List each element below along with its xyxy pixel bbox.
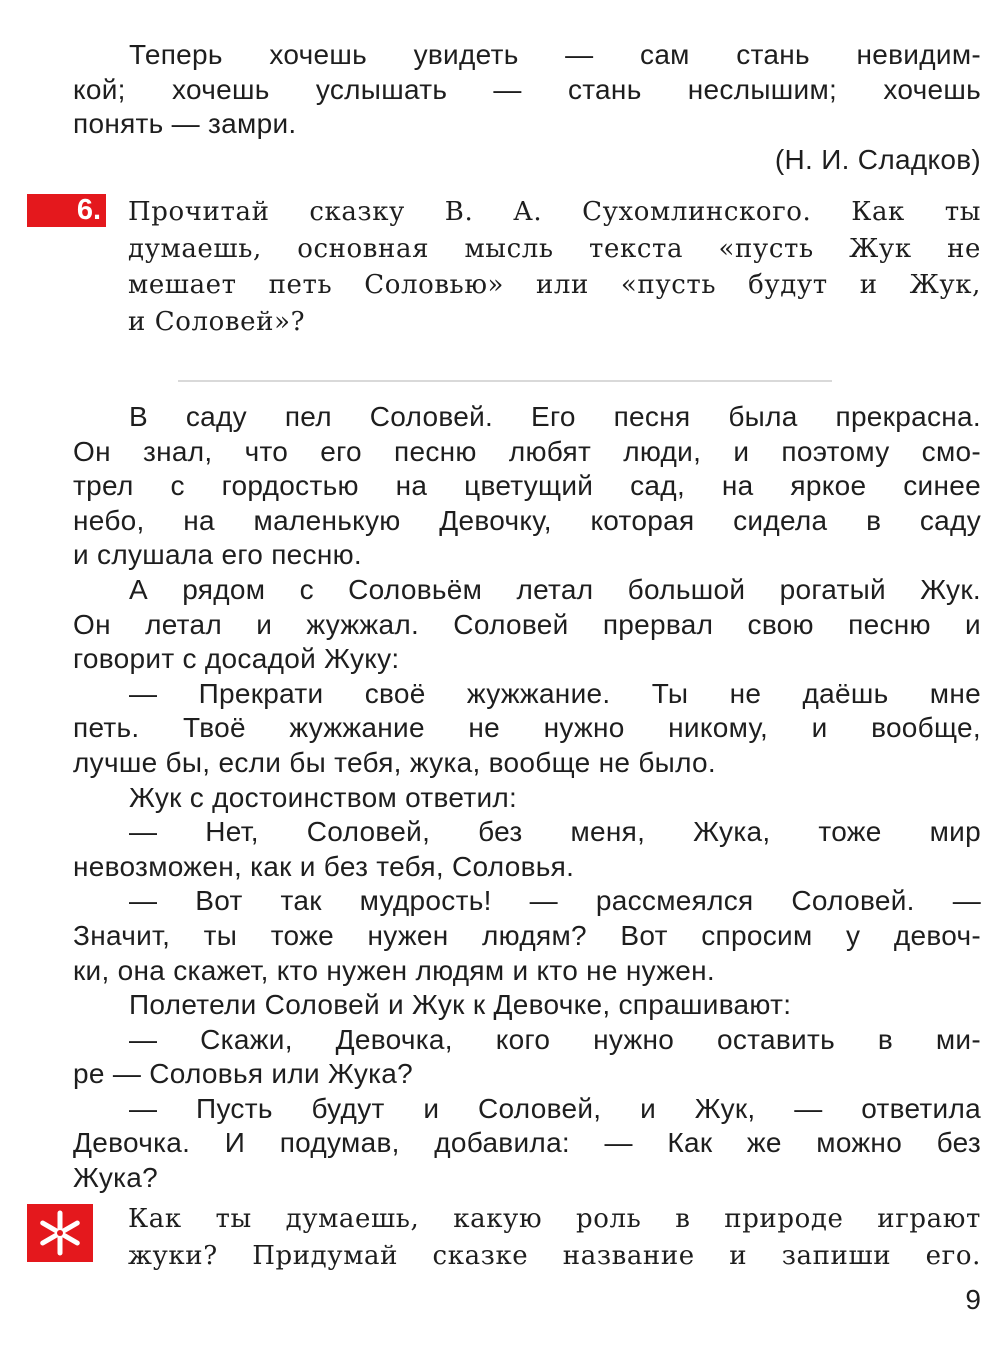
story-line: небо, на маленькую Девочку, которая сидела в саду bbox=[73, 504, 981, 536]
story-line: Он летал и жужжал. Соловей прервал свою песню и bbox=[73, 608, 981, 640]
task-line: Прочитай сказку В. А. Сухомлинского. Как ты bbox=[128, 197, 981, 227]
divider bbox=[178, 380, 832, 382]
story-line: Девочка. И подумав, добавила: — Как же можно без bbox=[73, 1127, 981, 1159]
intro-quote bbox=[73, 38, 981, 142]
story-line: Значит, ты тоже нужен людям? Вот спросим у девоч- bbox=[73, 919, 981, 951]
story-line: Жука? bbox=[73, 1162, 159, 1194]
story-line: В саду пел Соловей. Его песня была прекрасна. bbox=[129, 401, 981, 432]
task-line: мешает петь Соловью» или «пусть будут и Жук, bbox=[128, 270, 981, 300]
story-text bbox=[73, 400, 981, 1196]
story-line: Полетели Соловей и Жук к Девочке, спрашивают: bbox=[129, 989, 792, 1021]
intro-line: кой; хочешь услышать — стань неслышим; хочешь bbox=[73, 73, 981, 105]
story-line: петь. Твоё жужжание не нужно никому, и вообще, bbox=[73, 712, 981, 744]
task-line: думаешь, основная мысль текста «пусть Жук не bbox=[128, 233, 981, 264]
intro-line: понять — замри. bbox=[73, 108, 297, 140]
story-line: Он знал, что его песню любят люди, и поэтому смо- bbox=[73, 435, 981, 467]
story-line: ки, она скажет, кто нужен людям и кто не нужен. bbox=[73, 954, 716, 986]
story-line: — Прекрати своё жужжание. Ты не даёшь мне bbox=[129, 677, 981, 709]
quote-author: (Н. И. Сладков) bbox=[774, 144, 981, 175]
task-6-text bbox=[128, 194, 981, 340]
story-line: ре — Соловья или Жука? bbox=[73, 1058, 414, 1090]
story-line: — Нет, Соловей, без меня, Жука, тоже мир bbox=[129, 816, 981, 848]
intro-line: Теперь хочешь увидеть — сам стань невидим- bbox=[129, 39, 981, 70]
task-line: и Соловей»? bbox=[128, 306, 306, 337]
page-number: 9 bbox=[965, 1284, 981, 1315]
story-line: невозможен, как и без тебя, Соловья. bbox=[73, 850, 575, 882]
story-line: — Скажи, Девочка, кого нужно оставить в ми- bbox=[129, 1023, 981, 1055]
story-line: А рядом с Соловьём летал большой рогатый Жук. bbox=[129, 573, 981, 605]
story-line: трел с гордостью на цветущий сад, на яркое синее bbox=[73, 470, 981, 502]
story-line: Жук с достоинством ответил: bbox=[129, 781, 518, 813]
story-line: и слушала его песню. bbox=[73, 539, 362, 571]
task-number-badge: 6. bbox=[27, 194, 106, 227]
asterisk-icon bbox=[27, 1204, 93, 1262]
task-line: жуки? Придумай сказке название и запиши его. bbox=[128, 1240, 981, 1271]
task-line: Как ты думаешь, какую роль в природе играют bbox=[128, 1204, 981, 1234]
quote-source bbox=[73, 143, 981, 178]
star-task-text bbox=[128, 1201, 981, 1274]
story-line: — Пусть будут и Соловей, и Жук, — ответила bbox=[129, 1092, 981, 1124]
story-line: — Вот так мудрость! — рассмеялся Соловей. — bbox=[129, 885, 981, 917]
story-line: говорит с досадой Жуку: bbox=[73, 643, 400, 675]
story-line: лучше бы, если бы тебя, жука, вообще не было. bbox=[73, 746, 716, 778]
